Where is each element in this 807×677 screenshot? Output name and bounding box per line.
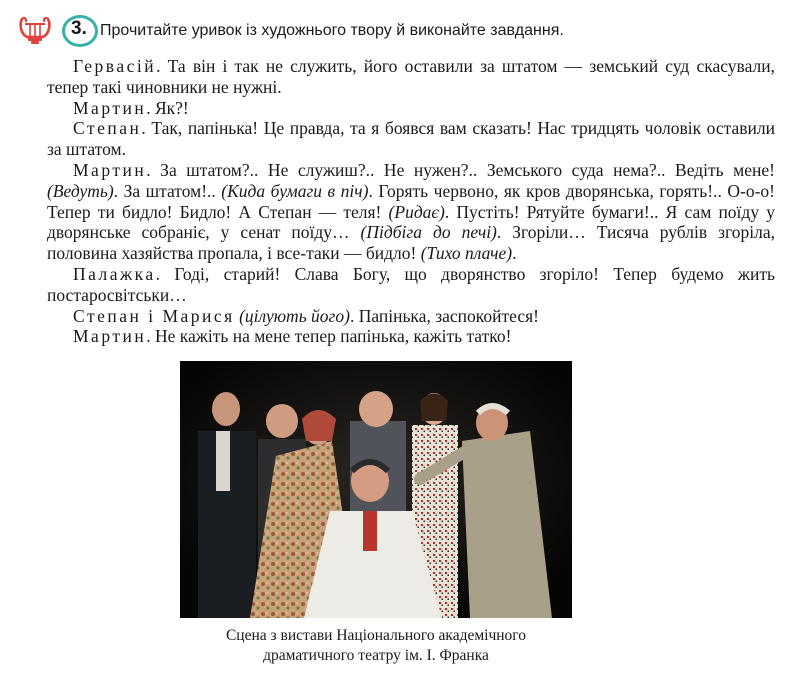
speaker-name: Мартин (73, 159, 147, 180)
photo-caption (180, 626, 572, 666)
dialogue-paragraph (47, 306, 775, 327)
task-number: 3. (71, 18, 87, 39)
dialogue-text: . Горять червоно, як кров дворянська, горять!.. О-о-о! Тепер ти бидло! Бидло! А Степан — теля! (47, 180, 776, 222)
caption-line: Сцена з вистави Національного академічного (225, 627, 527, 644)
task-header (18, 14, 798, 50)
dialogue-paragraph (47, 56, 775, 98)
stage-direction: (Підбіга до печі) (360, 222, 497, 243)
task-title: Прочитайте уривок із художнього твору й виконайте завдання. (100, 22, 564, 39)
stage-direction: (Ридає) (388, 201, 445, 222)
dialogue-text: . (512, 243, 517, 264)
dialogue-paragraph (47, 160, 775, 264)
play-excerpt (47, 56, 775, 347)
stage-direction: (Ведуть) (47, 180, 114, 201)
dialogue-text: . За штатом?.. Не служиш?.. Не нужен?.. Земського суда нема?.. Ведіть мене! (146, 159, 775, 180)
caption-line: драматичного театру ім. І. Франка (263, 647, 489, 664)
speaker-name: Мартин (73, 326, 147, 347)
dialogue-text: . Папінька, заспокойтеся! (349, 305, 539, 326)
dialogue-text: . Та він і так не служить, його оставили за штатом — земський суд скасували, тепер такі чиновники не нужні. (47, 56, 775, 97)
dialogue-text: . Так, папінька! Це правда, та я боявся вам сказать! Нас тридцять чоловік оставили за штатом. (47, 118, 775, 160)
theatre-scene-photo (180, 361, 572, 618)
dialogue-paragraph (47, 118, 775, 160)
dialogue-text: . Як?! (146, 97, 189, 118)
speaker-name: Палажка (73, 263, 156, 284)
dialogue-text: . Згоріли… Тисяча рублів згоріла, половина хазяйства пропала, і все-таки — бидло! (47, 222, 775, 264)
dialogue-paragraph (47, 264, 775, 306)
stage-direction: (Тихо плаче) (420, 243, 513, 264)
speaker-name: Степан і Марися (73, 305, 235, 326)
dialogue-text: . Не кажіть на мене тепер папінька, кажіть татко! (146, 326, 512, 347)
speaker-name: Степан (73, 118, 142, 139)
dialogue-text: . Годі, старий! Слава Богу, що дворянство згоріло! Тепер будемо жить постаросвітськи… (47, 263, 775, 305)
dialogue-text: . За штатом!.. (113, 180, 222, 201)
speaker-name: Мартин (73, 97, 147, 118)
dialogue-text: . Пустіть! Рятуйте бумаги!.. Я сам поїду у дворянське собраніє, у сенат поїду… (47, 201, 775, 243)
stage-direction: (Кида бумаги в піч) (221, 180, 369, 201)
stage-direction: (цілують його) (239, 305, 350, 326)
speaker-name: Гервасій (73, 56, 157, 76)
dialogue-paragraph (47, 326, 775, 347)
dialogue-paragraph (47, 98, 775, 119)
lyre-icon (18, 16, 52, 46)
